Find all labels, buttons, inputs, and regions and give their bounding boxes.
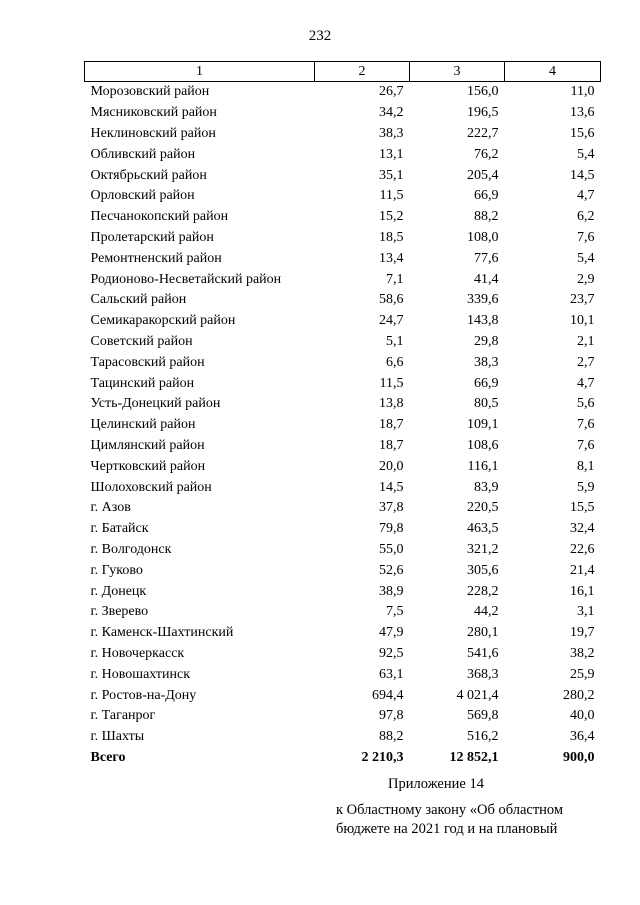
- value-cell-col-3: 205,4: [467, 167, 499, 183]
- value-cell-col-4: 13,6: [570, 105, 595, 121]
- value-cell-col-3: 77,6: [474, 250, 499, 266]
- table-row: [85, 581, 601, 602]
- value-cell-col-3: 541,6: [467, 645, 499, 661]
- value-cell-col-2: 11,5: [379, 375, 404, 391]
- value-cell-col-2: 18,5: [379, 229, 404, 245]
- value-cell-col-2: 24,7: [379, 313, 404, 329]
- value-cell-col-4: 22,6: [570, 541, 595, 557]
- column-header-4: 4: [505, 62, 601, 82]
- row-name-cell: Цимлянский район: [90, 437, 205, 453]
- value-cell-col-2: 92,5: [379, 645, 404, 661]
- value-cell-col-4: 32,4: [570, 521, 595, 537]
- table-row: [85, 685, 601, 706]
- value-cell-col-2: 79,8: [379, 521, 404, 537]
- value-cell-col-2: 20,0: [379, 458, 404, 474]
- table-row: [85, 269, 601, 290]
- value-cell-col-2: 58,6: [379, 292, 404, 308]
- row-name-cell: Родионово-Несветайский район: [90, 271, 282, 287]
- value-cell-col-4: 5,9: [577, 479, 595, 495]
- budget-table: [84, 61, 601, 768]
- value-cell-col-2: 14,5: [379, 479, 404, 495]
- value-cell-col-4: 5,4: [577, 250, 595, 266]
- row-name-cell: г. Волгодонск: [90, 541, 172, 557]
- table-row: [85, 186, 601, 207]
- table-row: [85, 290, 601, 311]
- value-cell-col-2: 97,8: [379, 708, 404, 724]
- row-name-cell: г. Таганрог: [90, 708, 156, 724]
- appendix-line-2: бюджете на 2021 год и на плановый: [336, 821, 558, 837]
- value-cell-col-2: 11,5: [379, 188, 404, 204]
- table-row: [85, 498, 601, 519]
- row-name-cell: Тарасовский район: [90, 354, 205, 370]
- value-cell-col-3: 368,3: [467, 666, 499, 682]
- value-cell-col-4: 19,7: [570, 625, 595, 641]
- value-cell-col-4: 7,6: [577, 229, 595, 245]
- value-cell-col-3: 305,6: [467, 562, 499, 578]
- row-name-cell: Обливский район: [90, 146, 196, 162]
- table-row: [85, 560, 601, 581]
- table-row: [85, 248, 601, 269]
- value-cell-col-4: 2,1: [577, 333, 595, 349]
- table-row: [85, 165, 601, 186]
- table-row: [85, 477, 601, 498]
- table-row: [85, 394, 601, 415]
- appendix-title: Приложение 14: [388, 776, 484, 792]
- value-cell-col-4: 16,1: [570, 583, 595, 599]
- row-name-cell: Чертковский район: [90, 458, 206, 474]
- value-cell-col-3: 339,6: [467, 292, 499, 308]
- value-cell-col-3: 66,9: [474, 375, 499, 391]
- value-cell-col-3: 156,0: [467, 84, 499, 100]
- value-cell-col-2: 6,6: [386, 354, 404, 370]
- value-cell-col-2: 694,4: [372, 687, 404, 703]
- value-cell-col-3: 29,8: [474, 333, 499, 349]
- column-header-2: 2: [315, 62, 410, 82]
- value-cell-col-3: 228,2: [467, 583, 499, 599]
- value-cell-col-4: 4,7: [577, 188, 595, 204]
- row-name-cell: Тацинский район: [90, 375, 195, 391]
- table-row: [85, 602, 601, 623]
- column-header-3: 3: [410, 62, 505, 82]
- value-cell-col-4: 36,4: [570, 729, 595, 745]
- value-cell-col-4: 23,7: [570, 292, 595, 308]
- table-row: [85, 373, 601, 394]
- value-cell-col-3: 196,5: [467, 105, 499, 121]
- value-cell-col-4: 7,6: [577, 437, 595, 453]
- table-row: [85, 456, 601, 477]
- row-name-cell: Всего: [90, 749, 126, 765]
- value-cell-col-2: 47,9: [379, 625, 404, 641]
- table-total-row: [85, 748, 601, 769]
- value-cell-col-3: 38,3: [474, 354, 499, 370]
- row-name-cell: Неклиновский район: [90, 125, 216, 141]
- value-cell-col-3: 12 852,1: [449, 749, 499, 765]
- row-name-cell: г. Шахты: [90, 729, 145, 745]
- value-cell-col-2: 7,5: [386, 604, 404, 620]
- value-cell-col-2: 18,7: [379, 417, 404, 433]
- row-name-cell: Морозовский район: [90, 84, 210, 100]
- value-cell-col-4: 900,0: [563, 749, 595, 765]
- value-cell-col-4: 280,2: [563, 687, 595, 703]
- row-name-cell: г. Зверево: [90, 604, 149, 620]
- value-cell-col-2: 38,3: [379, 125, 404, 141]
- row-name-cell: Целинский район: [90, 417, 196, 433]
- value-cell-col-2: 63,1: [379, 666, 404, 682]
- row-name-cell: Песчанокопский район: [90, 209, 229, 225]
- value-cell-col-4: 5,4: [577, 146, 595, 162]
- value-cell-col-2: 18,7: [379, 437, 404, 453]
- value-cell-col-3: 108,6: [467, 437, 499, 453]
- row-name-cell: Семикаракорский район: [90, 313, 236, 329]
- value-cell-col-4: 6,2: [577, 209, 595, 225]
- table-body: [85, 82, 601, 769]
- row-name-cell: Шолоховский район: [90, 479, 212, 495]
- table-row: [85, 311, 601, 332]
- table-row: [85, 623, 601, 644]
- value-cell-col-2: 13,4: [379, 250, 404, 266]
- table-row: [85, 664, 601, 685]
- row-name-cell: Мясниковский район: [90, 105, 217, 121]
- value-cell-col-2: 37,8: [379, 500, 404, 516]
- table-row: [85, 727, 601, 748]
- value-cell-col-4: 2,9: [577, 271, 595, 287]
- row-name-cell: г. Новочеркасск: [90, 645, 185, 661]
- value-cell-col-3: 76,2: [474, 146, 499, 162]
- value-cell-col-3: 108,0: [467, 229, 499, 245]
- row-name-cell: г. Батайск: [90, 521, 149, 537]
- table-row: [85, 352, 601, 373]
- row-name-cell: г. Каменск-Шахтинский: [90, 625, 234, 641]
- value-cell-col-4: 5,6: [577, 396, 595, 412]
- value-cell-col-4: 4,7: [577, 375, 595, 391]
- table-row: [85, 540, 601, 561]
- value-cell-col-3: 83,9: [474, 479, 499, 495]
- value-cell-col-4: 14,5: [570, 167, 595, 183]
- value-cell-col-2: 55,0: [379, 541, 404, 557]
- value-cell-col-3: 321,2: [467, 541, 499, 557]
- row-name-cell: г. Азов: [90, 500, 131, 516]
- value-cell-col-2: 38,9: [379, 583, 404, 599]
- value-cell-col-2: 13,1: [379, 146, 404, 162]
- value-cell-col-4: 8,1: [577, 458, 595, 474]
- row-name-cell: г. Ростов-на-Дону: [90, 687, 197, 703]
- value-cell-col-3: 569,8: [467, 708, 499, 724]
- value-cell-col-2: 13,8: [379, 396, 404, 412]
- value-cell-col-4: 2,7: [577, 354, 595, 370]
- value-cell-col-2: 2 210,3: [361, 749, 404, 765]
- row-name-cell: Ремонтненский район: [90, 250, 222, 266]
- row-name-cell: Усть-Донецкий район: [90, 396, 221, 412]
- value-cell-col-4: 21,4: [570, 562, 595, 578]
- value-cell-col-4: 7,6: [577, 417, 595, 433]
- appendix-line-1: к Областному закону «Об областном: [336, 802, 564, 818]
- table-row: [85, 436, 601, 457]
- value-cell-col-3: 116,1: [467, 458, 499, 474]
- row-name-cell: Сальский район: [90, 292, 187, 308]
- table-row: [85, 644, 601, 665]
- table-row: [85, 103, 601, 124]
- table-row: [85, 144, 601, 165]
- value-cell-col-3: 280,1: [467, 625, 499, 641]
- value-cell-col-2: 34,2: [379, 105, 404, 121]
- value-cell-col-2: 35,1: [379, 167, 404, 183]
- value-cell-col-2: 26,7: [379, 84, 404, 100]
- value-cell-col-3: 143,8: [467, 313, 499, 329]
- value-cell-col-4: 15,6: [570, 125, 595, 141]
- value-cell-col-3: 516,2: [467, 729, 499, 745]
- value-cell-col-3: 222,7: [467, 125, 499, 141]
- value-cell-col-4: 10,1: [570, 313, 595, 329]
- value-cell-col-4: 25,9: [570, 666, 595, 682]
- value-cell-col-3: 66,9: [474, 188, 499, 204]
- table-row: [85, 82, 601, 103]
- row-name-cell: г. Гуково: [90, 562, 143, 578]
- value-cell-col-3: 88,2: [474, 209, 499, 225]
- value-cell-col-4: 38,2: [570, 645, 595, 661]
- value-cell-col-4: 15,5: [570, 500, 595, 516]
- row-name-cell: г. Новошахтинск: [90, 666, 191, 682]
- value-cell-col-3: 463,5: [467, 521, 499, 537]
- table-header-row: [85, 62, 601, 82]
- value-cell-col-2: 5,1: [386, 333, 404, 349]
- table-row: [85, 228, 601, 249]
- table-row: [85, 519, 601, 540]
- row-name-cell: г. Донецк: [90, 583, 147, 599]
- value-cell-col-2: 7,1: [386, 271, 404, 287]
- page-number: 232: [308, 28, 332, 44]
- value-cell-col-3: 80,5: [474, 396, 499, 412]
- value-cell-col-4: 40,0: [570, 708, 595, 724]
- row-name-cell: Пролетарский район: [90, 229, 214, 245]
- value-cell-col-3: 220,5: [467, 500, 499, 516]
- table-row: [85, 207, 601, 228]
- row-name-cell: Орловский район: [90, 188, 195, 204]
- value-cell-col-2: 15,2: [379, 209, 404, 225]
- table-row: [85, 415, 601, 436]
- row-name-cell: Советский район: [90, 333, 193, 349]
- row-name-cell: Октябрьский район: [90, 167, 207, 183]
- value-cell-col-4: 11,0: [570, 84, 595, 100]
- value-cell-col-2: 88,2: [379, 729, 404, 745]
- value-cell-col-3: 41,4: [474, 271, 499, 287]
- value-cell-col-3: 109,1: [467, 417, 499, 433]
- column-header-1: 1: [85, 62, 315, 82]
- table-row: [85, 124, 601, 145]
- value-cell-col-3: 44,2: [474, 604, 499, 620]
- value-cell-col-3: 4 021,4: [456, 687, 499, 703]
- table-row: [85, 706, 601, 727]
- table-row: [85, 332, 601, 353]
- value-cell-col-2: 52,6: [379, 562, 404, 578]
- value-cell-col-4: 3,1: [577, 604, 595, 620]
